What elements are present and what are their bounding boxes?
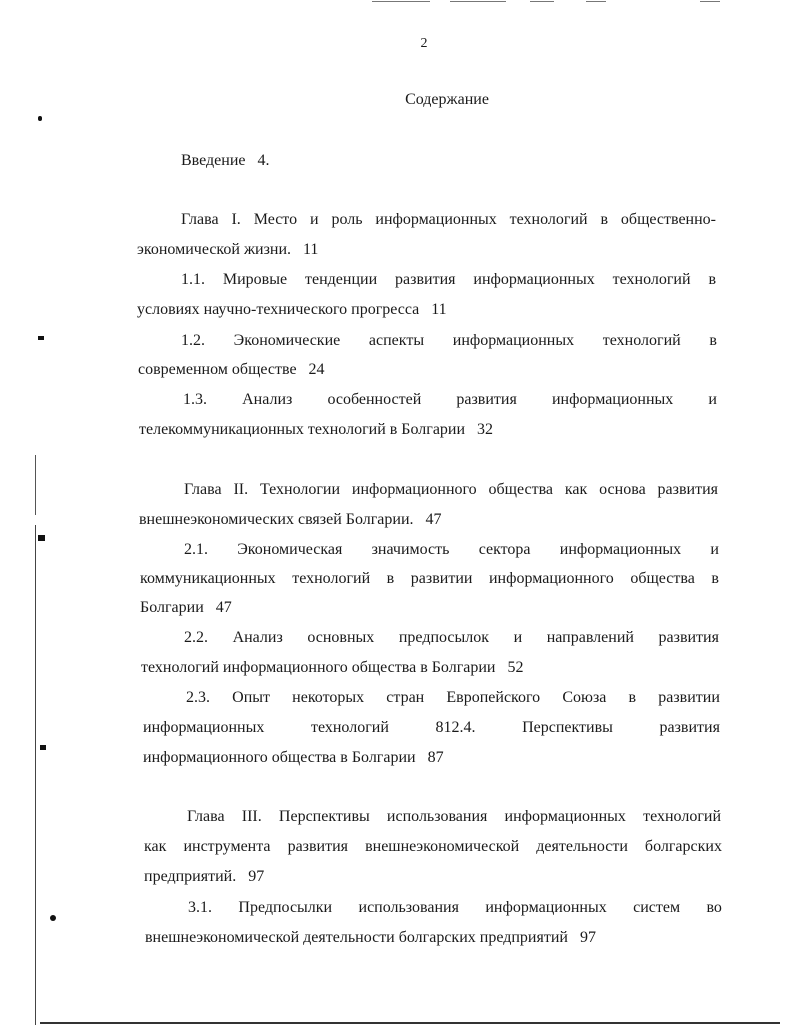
word: и — [513, 629, 523, 646]
word: 3.1. — [188, 899, 212, 916]
word: Глава — [187, 808, 225, 825]
word: 1.1. — [181, 271, 205, 288]
word: технологий — [602, 332, 681, 349]
word: Анализ — [242, 391, 293, 408]
word: общества — [630, 570, 695, 587]
toc-chapter3-line3: предприятий. 97 — [144, 868, 265, 885]
word: в — [386, 570, 395, 587]
word: технологий — [612, 271, 691, 288]
toc-section-1-3-line2: телекоммуникационных технологий в Болгарии 32 — [139, 421, 494, 438]
word: Место — [253, 211, 298, 228]
word: как — [564, 481, 588, 498]
page-title: Содержание — [405, 91, 489, 108]
word: развитии — [410, 570, 473, 587]
toc-section-1-1-line2: условиях научно-технического прогресса 11 — [137, 301, 447, 318]
word: информационных — [143, 719, 265, 736]
word: значимость — [371, 541, 450, 558]
word: предпосылок — [398, 629, 490, 646]
word: аспекты — [368, 332, 425, 349]
word: Предпосылки — [238, 899, 333, 916]
word: технологий — [292, 570, 371, 587]
toc-intro-page: 4. — [257, 152, 270, 169]
word: II. — [233, 481, 249, 498]
word: развития — [657, 481, 718, 498]
toc-chapter2-line1 — [184, 480, 718, 500]
scan-artifact — [40, 745, 46, 750]
scan-artifact — [38, 336, 44, 340]
word: 2.2. — [184, 629, 208, 646]
word: развитии — [658, 689, 720, 706]
word: развития — [456, 391, 517, 408]
word: некоторых — [292, 689, 365, 706]
word: развития — [287, 838, 349, 855]
word: развития — [658, 629, 719, 646]
word: основа — [599, 481, 646, 498]
word: систем — [633, 899, 681, 916]
scan-artifact — [700, 1, 720, 2]
word: 2.3. — [186, 689, 210, 706]
word: информационного — [488, 570, 614, 587]
word: технологий — [643, 808, 721, 825]
word: и — [309, 211, 319, 228]
word: I. — [231, 211, 241, 228]
scan-artifact — [38, 116, 42, 121]
word: Мировые — [222, 271, 288, 288]
word: болгарских — [644, 838, 722, 855]
word: Союза — [562, 689, 607, 706]
word: сектора — [478, 541, 531, 558]
word: 1.3. — [183, 391, 207, 408]
word: роль — [331, 211, 363, 228]
scan-artifact — [35, 455, 36, 515]
toc-section-2-3-line1 — [186, 688, 720, 708]
scan-artifact — [50, 915, 56, 921]
word: и — [708, 391, 717, 408]
word: Глава — [184, 481, 222, 498]
toc-section-1-2-line2: современном обществе 24 — [138, 361, 325, 378]
scan-artifact — [40, 1022, 780, 1024]
word: 812.4. — [435, 719, 476, 736]
word: общественно- — [620, 211, 716, 228]
word: информационных — [551, 391, 674, 408]
toc-chapter1-line2: экономической жизни. 11 — [137, 241, 319, 258]
word: информационного — [351, 481, 477, 498]
word: информационных — [504, 808, 626, 825]
toc-section-1-2-line1 — [181, 331, 717, 351]
toc-section-2-2-line1 — [184, 628, 719, 648]
toc-section-1-3-line1 — [183, 390, 717, 410]
word: использования — [358, 899, 459, 916]
page-number: 2 — [420, 36, 428, 51]
word: Технологии — [259, 481, 341, 498]
word: деятельности — [536, 838, 628, 855]
word: развития — [395, 271, 456, 288]
word: общества — [488, 481, 554, 498]
word: в — [708, 271, 716, 288]
toc-section-2-3-line3: информационного общества в Болгарии 87 — [143, 749, 444, 766]
word: коммуникационных — [140, 570, 276, 587]
toc-section-2-3-line2 — [143, 718, 720, 738]
toc-section-2-1-line2 — [140, 569, 719, 589]
word: особенностей — [327, 391, 422, 408]
word: во — [706, 899, 722, 916]
word: информационных — [559, 541, 682, 558]
scan-artifact — [530, 1, 554, 2]
word: тенденции — [304, 271, 378, 288]
word: 1.2. — [181, 332, 205, 349]
word: 2.1. — [184, 541, 208, 558]
word: информационных — [375, 211, 497, 228]
word: как — [144, 838, 167, 855]
word: Глава — [181, 211, 219, 228]
toc-chapter2-line2: внешнеэкономических связей Болгарии. 47 — [139, 511, 442, 528]
word: Экономические — [233, 332, 341, 349]
word: в — [600, 211, 609, 228]
toc-section-2-1-line3: Болгарии 47 — [140, 599, 232, 616]
word: основных — [307, 629, 375, 646]
word: Перспективы — [522, 719, 613, 736]
word: Опыт — [232, 689, 271, 706]
word: Европейского — [446, 689, 541, 706]
toc-section-2-1-line1 — [184, 540, 719, 560]
word: Перспективы — [278, 808, 370, 825]
toc-section-3-1-line1 — [188, 898, 722, 918]
scan-artifact — [35, 525, 36, 1025]
toc-chapter1-line1 — [181, 210, 716, 230]
word: внешнеэкономической — [365, 838, 520, 855]
scan-artifact — [586, 1, 606, 2]
word: технологий — [310, 719, 389, 736]
word: стран — [386, 689, 425, 706]
toc-section-3-1-line2: внешнеэкономической деятельности болгарских предприятий 97 — [145, 929, 596, 946]
word: информационных — [485, 899, 607, 916]
word: в — [628, 689, 637, 706]
toc-chapter3-line1 — [187, 807, 721, 827]
toc-intro-label: Введение — [181, 152, 246, 169]
scan-artifact — [372, 1, 430, 2]
word: в — [709, 332, 717, 349]
toc-chapter3-line2 — [144, 837, 722, 857]
scan-artifact — [38, 535, 45, 541]
word: в — [711, 570, 719, 587]
toc-section-1-1-line1 — [181, 270, 716, 290]
word: инструмента — [183, 838, 271, 855]
word: технологий — [509, 211, 588, 228]
word: направлений — [546, 629, 634, 646]
toc-section-2-2-line2: технологий информационного общества в Болгарии 52 — [141, 659, 524, 676]
word: развития — [659, 719, 720, 736]
word: Анализ — [232, 629, 283, 646]
toc-intro — [181, 151, 270, 171]
word: информационных — [452, 332, 575, 349]
word: Экономическая — [237, 541, 343, 558]
word: III. — [241, 808, 262, 825]
word: использования — [386, 808, 488, 825]
word: информационных — [473, 271, 595, 288]
word: и — [710, 541, 719, 558]
scan-artifact — [450, 1, 506, 2]
